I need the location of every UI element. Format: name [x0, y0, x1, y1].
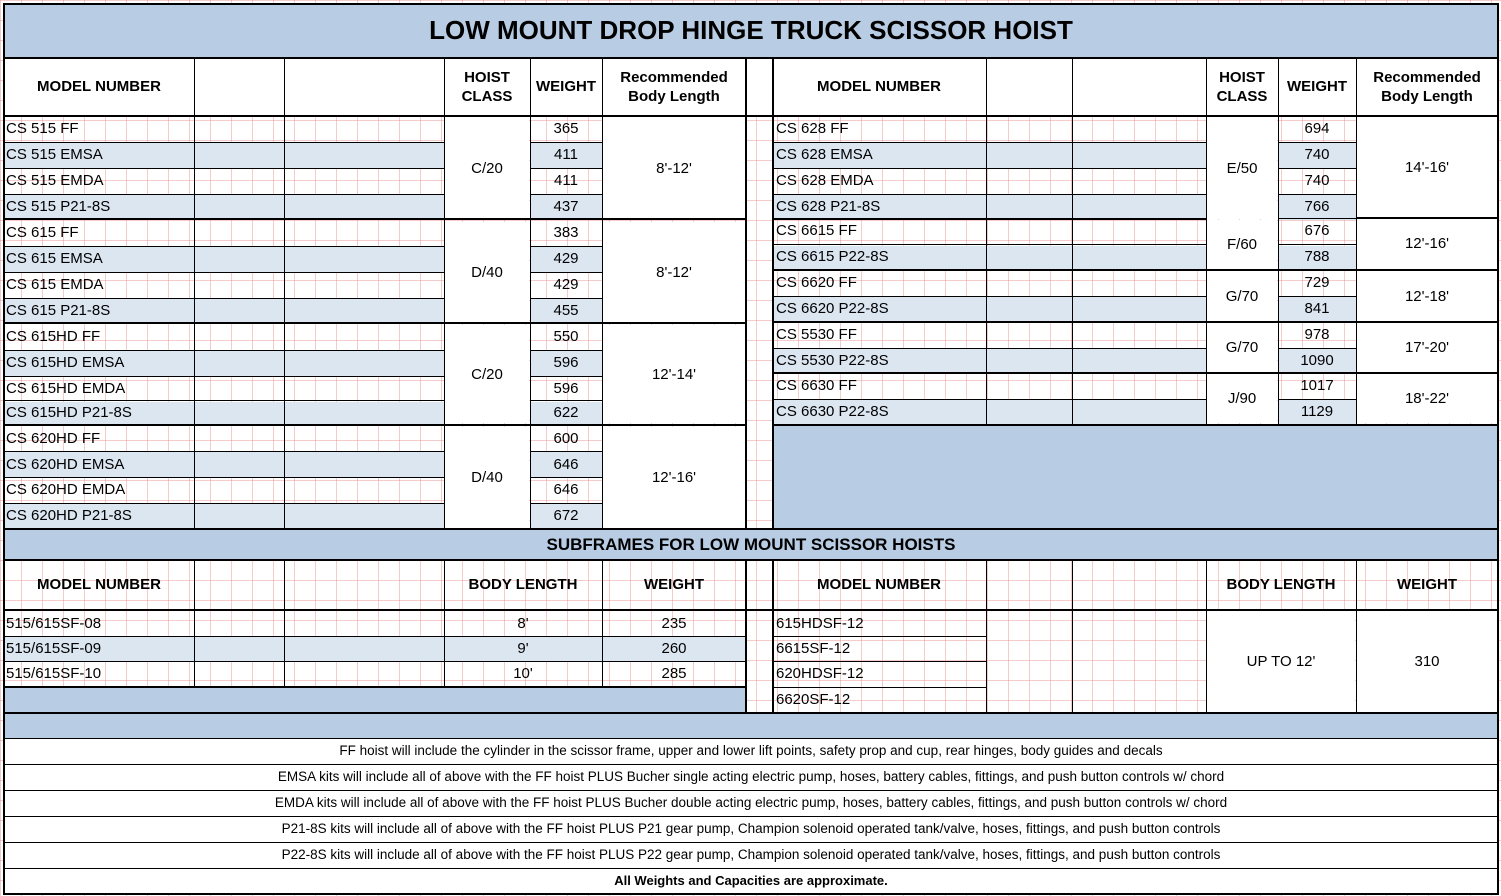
table-row-weight: 455	[553, 302, 579, 319]
subframe-left-body-length-header: BODY LENGTH	[468, 576, 578, 594]
body-length-cell: 12'-16'	[1357, 218, 1497, 269]
note-p22: P22-8S kits will include all of above with the FF hoist PLUS P22 gear pump, Champion solenoid operated tank/valve, hoses, fittings, and push button controls	[4, 842, 1498, 868]
empty-block	[774, 425, 1498, 529]
subframe-row-weight: 285	[661, 665, 687, 682]
left-weight-header: WEIGHT	[536, 78, 596, 96]
table-row-model: CS 615 FF	[6, 224, 79, 241]
right-weight-header: WEIGHT	[1287, 78, 1347, 96]
subframe-row-weight: 260	[661, 640, 687, 657]
subframe-right-body-length-header: BODY LENGTH	[1226, 576, 1336, 594]
table-row-weight: 596	[553, 354, 579, 371]
table-row-model: CS 6620 FF	[776, 274, 857, 291]
table-row-weight: 729	[1304, 274, 1330, 291]
subframe-row-model: 6615SF-12	[776, 640, 851, 657]
body-length-cell: 12'-18'	[1357, 271, 1497, 321]
right-body-length-header: Recommended Body Length	[1373, 68, 1481, 105]
table-row-weight: 646	[553, 481, 579, 498]
table-row-model: CS 5530 P22-8S	[776, 352, 889, 369]
table-row-weight: 550	[553, 328, 579, 345]
table-row-model: CS 6615 P22-8S	[776, 248, 889, 265]
table-row-weight: 676	[1304, 222, 1330, 239]
hoist-class-cell: G/70	[1207, 271, 1277, 321]
table-row-weight: 429	[553, 250, 579, 267]
note-ff: FF hoist will include the cylinder in the scissor frame, upper and lower lift points, safety prop and cup, rear hinges, body guides and decals	[4, 738, 1498, 764]
table-row-weight: 437	[553, 198, 579, 215]
table-row-model: CS 6630 P22-8S	[776, 403, 889, 420]
subframe-row-body-length: 8'	[517, 615, 529, 632]
right-model-number-header: MODEL NUMBER	[817, 78, 941, 96]
subframe-right-weight: 310	[1357, 611, 1497, 712]
table-row-model: CS 615HD FF	[6, 328, 101, 345]
hoist-class-cell: E/50	[1207, 117, 1277, 219]
subframe-row-body-length: 9'	[517, 640, 529, 657]
hoist-class-cell: D/40	[445, 222, 529, 323]
note-p21: P21-8S kits will include all of above with the FF hoist PLUS P21 gear pump, Champion solenoid operated tank/valve, hoses, fittings, and push button controls	[4, 816, 1498, 842]
body-length-cell: 12'-16'	[603, 427, 745, 528]
body-length-cell: 17'-20'	[1357, 323, 1497, 372]
table-row-weight: 740	[1304, 172, 1330, 189]
table-row-weight: 1090	[1300, 352, 1334, 369]
table-row-weight: 788	[1304, 248, 1330, 265]
table-row-model: CS 620HD EMDA	[6, 481, 126, 498]
table-row-weight: 1129	[1300, 403, 1334, 420]
left-model-number-header: MODEL NUMBER	[37, 78, 161, 96]
table-row-model: CS 6620 P22-8S	[776, 300, 889, 317]
subframe-left-weight-header: WEIGHT	[644, 576, 704, 594]
subframe-right-body-length: UP TO 12'	[1207, 611, 1355, 712]
table-row-model: CS 515 FF	[6, 120, 79, 137]
table-row-model: CS 620HD P21-8S	[6, 507, 132, 524]
subframes-title: SUBFRAMES FOR LOW MOUNT SCISSOR HOISTS	[4, 530, 1498, 560]
subframe-row-model: 515/615SF-10	[6, 665, 102, 682]
hoist-class-cell: G/70	[1207, 323, 1277, 372]
table-row-weight: 622	[553, 404, 579, 421]
table-row-model: CS 5530 FF	[776, 326, 857, 343]
table-row-weight: 600	[553, 430, 579, 447]
table-row-weight: 646	[553, 456, 579, 473]
hoist-class-cell: F/60	[1207, 220, 1277, 269]
table-row-weight: 694	[1304, 120, 1330, 137]
hoist-class-cell: C/20	[445, 325, 529, 423]
table-row-model: CS 6630 FF	[776, 377, 857, 394]
table-row-weight: 411	[554, 172, 578, 189]
table-row-model: CS 615HD P21-8S	[6, 404, 132, 421]
table-row-model: CS 620HD FF	[6, 430, 101, 447]
table-row-model: CS 628 EMDA	[776, 172, 874, 189]
subframe-empty-left	[4, 688, 746, 712]
subframe-left-model-header: MODEL NUMBER	[37, 576, 161, 594]
subframe-row-model: 620HDSF-12	[776, 665, 864, 682]
subframe-row-model: 615HDSF-12	[776, 615, 864, 632]
table-row-weight: 429	[553, 276, 579, 293]
body-length-cell: 18'-22'	[1357, 374, 1497, 423]
table-row-model: CS 615 EMDA	[6, 276, 104, 293]
page-title: LOW MOUNT DROP HINGE TRUCK SCISSOR HOIST	[4, 4, 1498, 58]
table-row-weight: 766	[1304, 198, 1330, 215]
table-row-model: CS 6615 FF	[776, 222, 857, 239]
table-row-weight: 365	[553, 120, 579, 137]
table-row-weight: 383	[553, 224, 579, 241]
table-row-model: CS 515 EMSA	[6, 146, 103, 163]
footer-note: All Weights and Capacities are approximate.	[4, 868, 1498, 894]
table-row-weight: 1017	[1300, 377, 1334, 394]
table-row-model: CS 615 P21-8S	[6, 302, 111, 319]
table-row-model: CS 515 P21-8S	[6, 198, 111, 215]
subframe-row-body-length: 10'	[513, 665, 533, 682]
hoist-class-cell: C/20	[445, 117, 529, 219]
hoist-class-cell: D/40	[445, 427, 529, 528]
table-row-model: CS 628 P21-8S	[776, 198, 881, 215]
separator-bar	[4, 713, 1498, 738]
table-row-weight: 411	[554, 146, 578, 163]
table-row-weight: 978	[1304, 326, 1330, 343]
body-length-cell: 14'-16'	[1357, 117, 1497, 217]
subframe-right-weight-header: WEIGHT	[1397, 576, 1457, 594]
note-emsa: EMSA kits will include all of above with the FF hoist PLUS Bucher single acting electric pump, hoses, battery cables, fittings, and push button controls w/ chord	[4, 764, 1498, 790]
table-row-model: CS 615 EMSA	[6, 250, 103, 267]
table-row-weight: 841	[1304, 300, 1330, 317]
table-row-model: CS 620HD EMSA	[6, 456, 125, 473]
subframe-row-model: 6620SF-12	[776, 691, 851, 708]
subframe-row-weight: 235	[661, 615, 687, 632]
table-row-weight: 596	[553, 380, 579, 397]
left-body-length-header: Recommended Body Length	[620, 68, 728, 105]
table-row-weight: 740	[1304, 146, 1330, 163]
note-emda: EMDA kits will include all of above with the FF hoist PLUS Bucher double acting electric pump, hoses, battery cables, fittings, and push button controls w/ chord	[4, 790, 1498, 816]
subframe-right-model-header: MODEL NUMBER	[817, 576, 941, 594]
subframe-row-model: 515/615SF-08	[6, 615, 102, 632]
subframe-row-model: 515/615SF-09	[6, 640, 102, 657]
table-row-model: CS 615HD EMDA	[6, 380, 126, 397]
table-row-model: CS 628 FF	[776, 120, 849, 137]
body-length-cell: 8'-12'	[603, 117, 745, 219]
left-hoist-class-header: HOIST CLASS	[461, 68, 513, 105]
table-row-model: CS 615HD EMSA	[6, 354, 125, 371]
table-row-weight: 672	[553, 507, 579, 524]
table-row-model: CS 628 EMSA	[776, 146, 873, 163]
body-length-cell: 12'-14'	[603, 325, 745, 423]
body-length-cell: 8'-12'	[603, 222, 745, 323]
right-hoist-class-header: HOIST CLASS	[1216, 68, 1268, 105]
table-row-model: CS 515 EMDA	[6, 172, 104, 189]
hoist-class-cell: J/90	[1207, 374, 1277, 423]
